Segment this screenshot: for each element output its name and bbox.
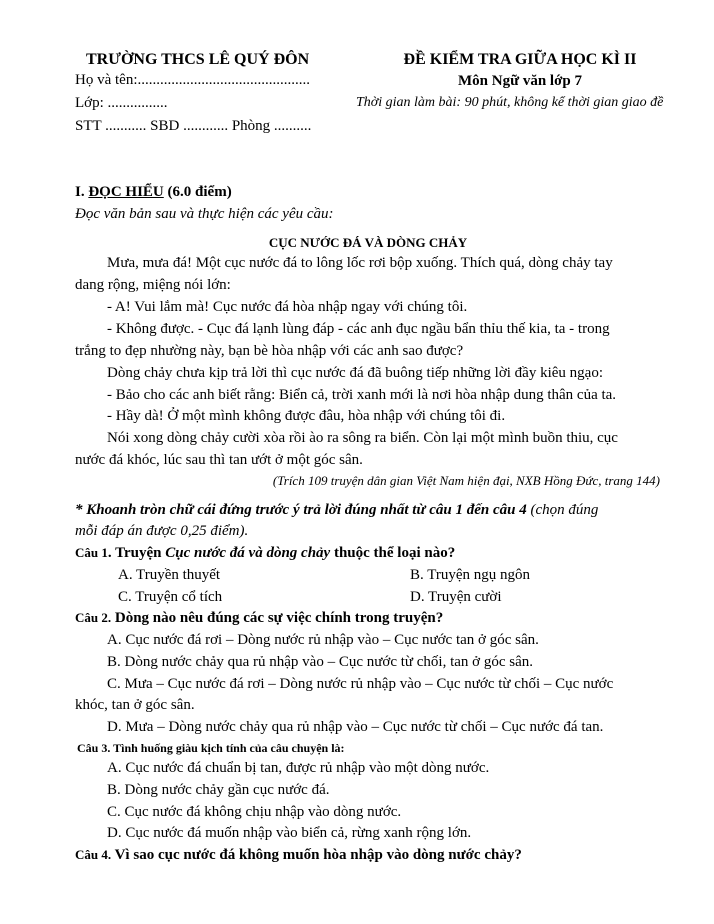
story-line: nước đá khóc, lúc sau thì tan ướt ở một góc sân. bbox=[75, 452, 363, 468]
answer-option-a[interactable]: A. Cục nước đá rơi – Dòng nước rủ nhập vào – Cục nước tan ở góc sân. bbox=[107, 632, 539, 648]
stt-sbd-line: STT ........... SBD ............ Phòng .......... bbox=[75, 118, 312, 134]
school-name: TRƯỜNG THCS LÊ QUÝ ĐÔN bbox=[86, 51, 310, 68]
story-title-ref: Cục nước đá và dòng chảy bbox=[165, 545, 331, 561]
question-label: Câu 1 bbox=[75, 545, 108, 560]
story-line: - Bảo cho các anh biết rằng: Biển cả, trời xanh mới là nơi hòa nhập dung thân của ta. bbox=[107, 387, 617, 403]
question-2 bbox=[75, 611, 443, 626]
section-title: ĐỌC HIỂU bbox=[88, 184, 164, 200]
story-source: (Trích 109 truyện dân gian Việt Nam hiện đại, NXB Hồng Đức, trang 144) bbox=[272, 473, 660, 488]
question-4 bbox=[75, 848, 522, 863]
question-text: . Truyện bbox=[107, 545, 166, 561]
exam-title: ĐỀ KIỂM TRA GIỮA HỌC KÌ II bbox=[403, 51, 637, 68]
story-title: CỤC NƯỚC ĐÁ VÀ DÒNG CHẢY bbox=[268, 235, 468, 250]
question-text: Dòng nào nêu đúng các sự việc chính trong truyện? bbox=[111, 610, 444, 626]
story-line: - A! Vui lắm mà! Cục nước đá hòa nhập ngay với chúng tôi. bbox=[107, 299, 468, 315]
exam-time: Thời gian làm bài: 90 phút, không kể thời gian giao đề bbox=[356, 95, 664, 110]
answer-option-d[interactable]: D. Mưa – Dòng nước chảy qua rủ nhập vào – Cục nước từ chối – Cục nước đá tan. bbox=[107, 719, 604, 735]
question-1 bbox=[75, 546, 455, 561]
story-line: trắng to đẹp nhường này, bạn bè hòa nhập với các anh sao được? bbox=[75, 343, 464, 359]
answer-option-a[interactable]: A. Truyền thuyết bbox=[118, 567, 221, 583]
answer-option-b[interactable]: B. Truyện ngụ ngôn bbox=[410, 567, 531, 583]
question-3: Câu 3. Tình huống giàu kịch tính của câu chuyện là: bbox=[77, 741, 345, 755]
answer-option-c[interactable]: C. Mưa – Cục nước đá rơi – Dòng nước rủ nhập vào – Cục nước từ chối – Cục nước bbox=[107, 676, 614, 692]
story-line: Mưa, mưa đá! Một cục nước đá to lông lốc rơi bộp xuống. Thích quá, dòng chảy tay bbox=[107, 255, 613, 271]
section-prefix: I. bbox=[75, 184, 89, 200]
student-name-line: Họ và tên:.............................................. bbox=[75, 72, 310, 88]
answer-option-d[interactable]: D. Truyện cười bbox=[410, 589, 502, 605]
class-line: Lớp: ................ bbox=[75, 95, 168, 111]
story-line: dang rộng, miệng nói lớn: bbox=[75, 277, 231, 293]
answer-option-c-cont[interactable]: khóc, tan ở góc sân. bbox=[75, 697, 195, 713]
question-label: Câu 2. bbox=[75, 610, 112, 625]
answer-instruction-bold: * Khoanh tròn chữ cái đứng trước ý trả lời đúng nhất từ câu 1 đến câu 4 bbox=[75, 502, 527, 518]
answer-option-d[interactable]: D. Cục nước đá muốn nhập vào biển cả, rừng xanh rộng lớn. bbox=[107, 825, 472, 841]
answer-instruction-line2: mỗi đáp án được 0,25 điểm). bbox=[75, 523, 249, 539]
question-text: thuộc thể loại nào? bbox=[330, 545, 456, 561]
answer-option-b[interactable]: B. Dòng nước chảy qua rủ nhập vào – Cục nước từ chối, tan ở góc sân. bbox=[107, 654, 534, 670]
section-points: (6.0 điểm) bbox=[163, 184, 232, 200]
answer-option-a[interactable]: A. Cục nước đá chuẩn bị tan, được rủ nhập vào một dòng nước. bbox=[107, 760, 490, 776]
answer-instruction-rest: (chọn đúng bbox=[526, 502, 599, 518]
answer-instruction bbox=[75, 503, 598, 518]
answer-option-c[interactable]: C. Truyện cổ tích bbox=[118, 589, 223, 605]
story-line: Nói xong dòng chảy cười xòa rồi ào ra sông ra biển. Còn lại một mình buồn thiu, cục bbox=[107, 430, 618, 446]
answer-option-c[interactable]: C. Cục nước đá không chịu nhập vào dòng nước. bbox=[107, 804, 402, 820]
question-label: Câu 4. bbox=[75, 847, 112, 862]
section-heading bbox=[75, 185, 232, 200]
story-line: - Không được. - Cục đá lạnh lùng đáp - các anh đục ngầu bẩn thỉu thế kia, ta - trong bbox=[107, 321, 610, 337]
section-instruction: Đọc văn bản sau và thực hiện các yêu cầu: bbox=[75, 206, 334, 222]
question-text: Vì sao cục nước đá không muốn hòa nhập vào dòng nước chảy? bbox=[111, 847, 522, 863]
answer-option-b[interactable]: B. Dòng nước chảy gần cục nước đá. bbox=[107, 782, 330, 798]
exam-subject: Môn Ngữ văn lớp 7 bbox=[458, 73, 582, 89]
story-line: - Hầy dà! Ở một mình không được đâu, hòa nhập với chúng tôi đi. bbox=[107, 408, 506, 424]
story-line: Dòng chảy chưa kịp trả lời thì cục nước đá đã buông tiếp những lời đầy kiêu ngạo: bbox=[107, 365, 603, 381]
